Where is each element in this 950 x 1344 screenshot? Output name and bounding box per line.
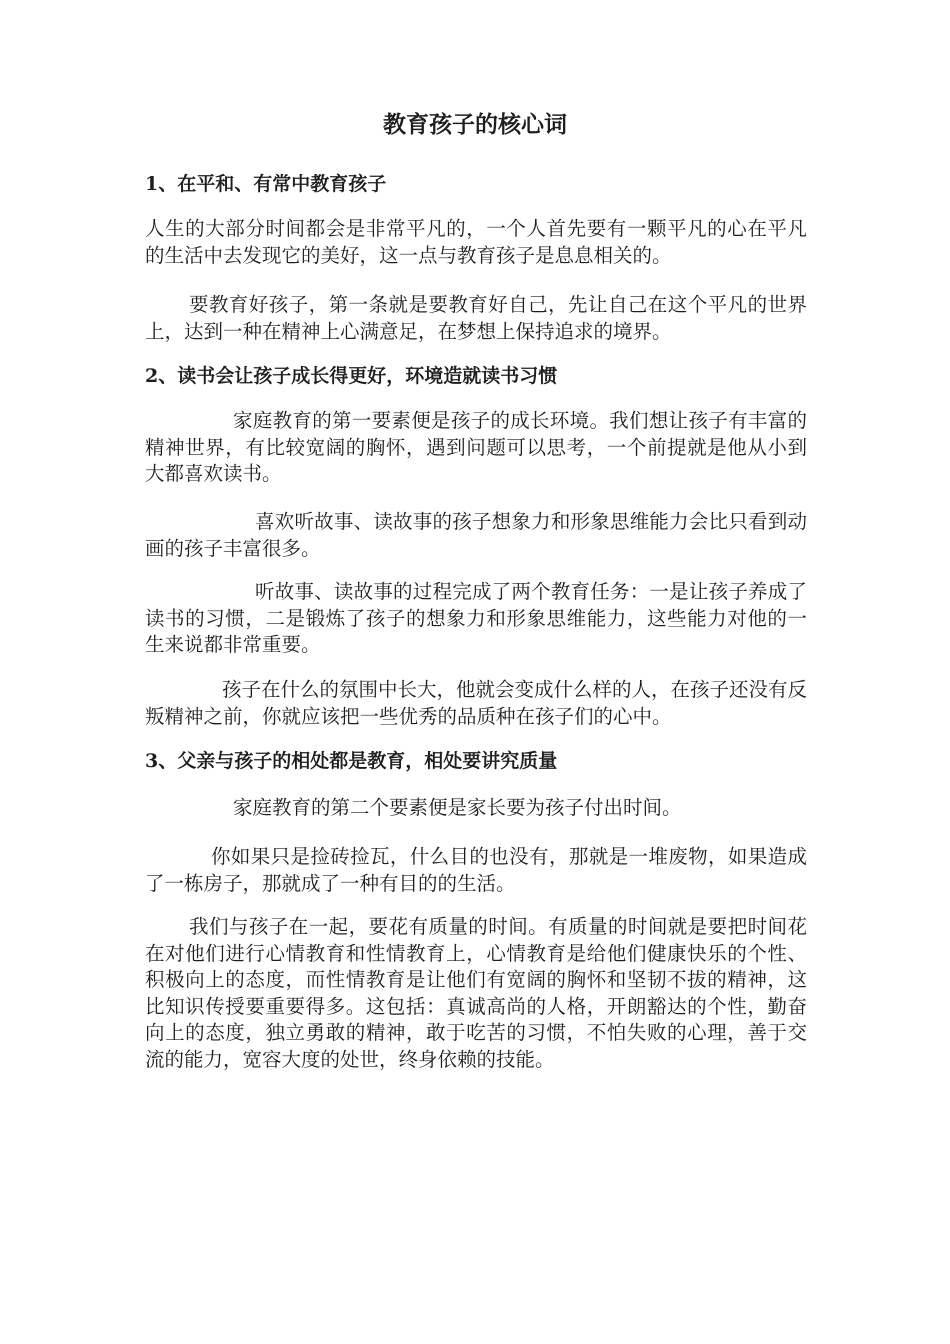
section-3-paragraph-1: 家庭教育的第二个要素便是家长要为孩子付出时间。 <box>233 796 682 819</box>
section-1-paragraph-2: 要教育好孩子，第一条就是要教育好自己，先让自己在这个平凡的世界上，达到一种在精神上心满意足，在梦想上保持追求的境界。 <box>145 293 807 343</box>
section-1-heading: 1、在平和、有常中教育孩子 <box>145 173 387 195</box>
section-2-paragraph-3: 听故事、读故事的过程完成了两个教育任务：一是让孩子养成了读书的习惯，二是锻炼了孩子的想象力和形象思维能力，这些能力对他的一生来说都非常重要。 <box>145 580 807 656</box>
section-3-heading: 3、父亲与孩子的相处都是教育，相处要讲究质量 <box>145 750 558 772</box>
section-3-paragraph-2: 你如果只是捡砖捡瓦，什么目的也没有，那就是一堆废物，如果造成了一栋房子，那就成了一种有目的的生活。 <box>145 845 807 895</box>
section-2-paragraph-4: 孩子在什么的氛围中长大，他就会变成什么样的人，在孩子还没有反叛精神之前，你就应该把一些优秀的品质种在孩子们的心中。 <box>145 678 808 728</box>
section-3-paragraph-3: 我们与孩子在一起，要花有质量的时间。有质量的时间就是要把时间花在对他们进行心情教育和性情教育上，心情教育是给他们健康快乐的个性、积极向上的态度，而性情教育是让他们有宽阔的胸怀和坚韧不拔的精神，这比知识传授要重要得多。这包括：真诚高尚的人格，开朗豁达的个性，勤奋向上的态度，独立勇敢的精神，敢于吃苦的习惯，不怕失败的心理，善于交流的能力，宽容大度的处世，终身依赖的技能。 <box>145 915 807 1071</box>
section-2-paragraph-2: 喜欢听故事、读故事的孩子想象力和形象思维能力会比只看到动画的孩子丰富很多。 <box>145 510 807 560</box>
section-2-paragraph-1: 家庭教育的第一要素便是孩子的成长环境。我们想让孩子有丰富的精神世界，有比较宽阔的胸怀，遇到问题可以思考，一个前提就是他从小到大都喜欢读书。 <box>145 409 807 485</box>
section-1-paragraph-1: 人生的大部分时间都会是非常平凡的，一个人首先要有一颗平凡的心在平凡的生活中去发现它的美好，这一点与教育孩子是息息相关的。 <box>145 217 807 267</box>
document-title: 教育孩子的核心词 <box>383 111 567 138</box>
section-2-heading: 2、读书会让孩子成长得更好，环境造就读书习惯 <box>145 365 558 387</box>
